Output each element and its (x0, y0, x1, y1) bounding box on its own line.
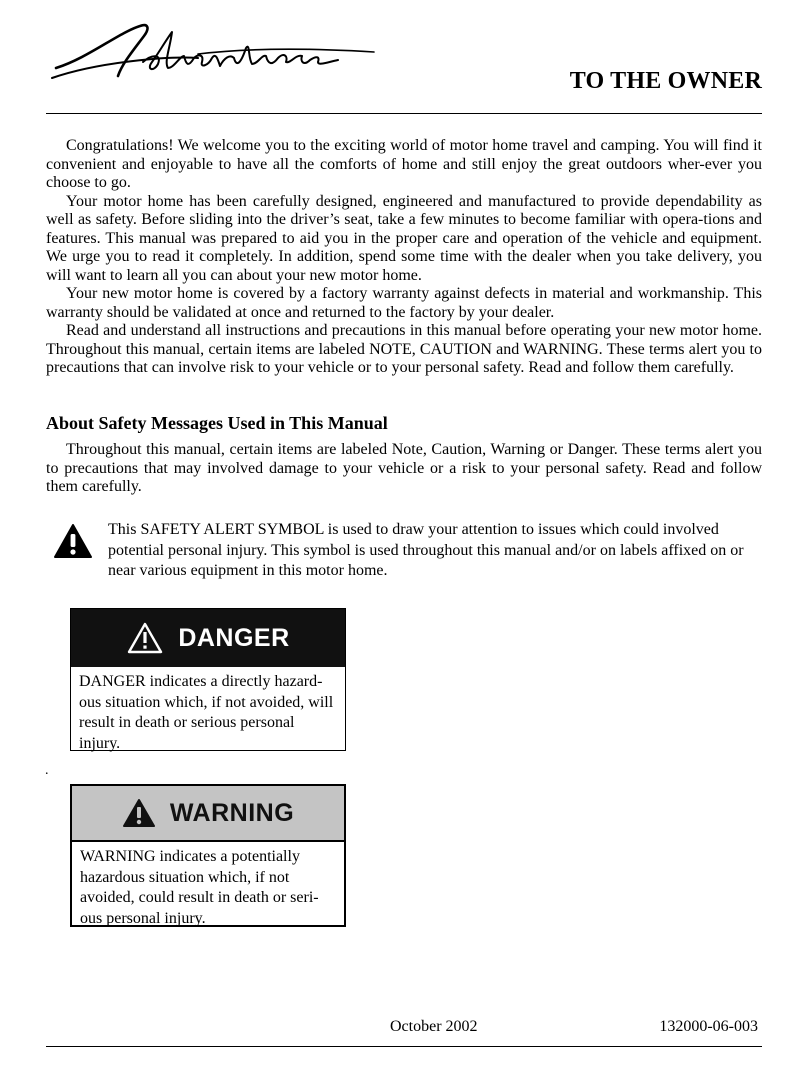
intro-paragraph: Congratulations! We welcome you to the exciting world of motor home travel and camping. You will find it convenient and enjoyable to have all the comforts of home and still enjoy the great outdoors wher-ever you choose to go. (46, 137, 762, 191)
danger-description: DANGER indicates a directly hazard-ous situation which, if not avoided, will result in death or serious personal injury. (79, 673, 334, 752)
adventurer-logo (48, 18, 378, 88)
safety-section-heading: About Safety Messages Used in This Manual (46, 413, 388, 433)
warning-sign-header (72, 786, 344, 842)
warning-label: WARNING (169, 798, 295, 827)
warning-sign (70, 784, 346, 927)
warning-triangle-icon (53, 523, 93, 559)
intro-paragraph: Your new motor home is covered by a factory warranty against defects in material and workmanship. This warranty should be validated at once and returned to the factory by your dealer. (46, 285, 762, 321)
header-divider (46, 113, 762, 114)
intro-section (46, 137, 762, 378)
warning-triangle-icon (122, 798, 156, 828)
intro-paragraph: Read and understand all instructions and precautions in this manual before operating your new motor home. Throughout this manual, certain items are labeled NOTE, CAUTION and WARNING. These terms alert you to precautions that can involve risk to your vehicle or to your personal safety. Read and follow them carefully. (46, 322, 762, 376)
stray-mark: . (45, 763, 49, 778)
page-title: TO THE OWNER (569, 68, 762, 94)
footer-doc-number: 132000-06-003 (659, 1018, 758, 1035)
safety-alert-description: This SAFETY ALERT SYMBOL is used to draw your attention to issues which could involved potential personal injury. This symbol is used throughout this manual and/or on labels affixed on or near various equipment in this motor home. (108, 521, 744, 579)
safety-section-body: Throughout this manual, certain items are labeled Note, Caution, Warning or Danger. These terms alert you to precautions that may involved damage to your vehicle or a risk to your personal safety. Read and follow them carefully. (46, 441, 762, 495)
warning-description: WARNING indicates a potentially hazardous situation which, if not avoided, could result in death or seri-ous personal injury. (80, 848, 319, 927)
danger-sign-header (71, 609, 345, 667)
footer-divider (46, 1046, 762, 1047)
danger-sign (70, 608, 346, 751)
danger-label: DANGER (178, 623, 290, 652)
footer-date: October 2002 (390, 1018, 478, 1035)
warning-triangle-outline-icon (126, 621, 164, 655)
intro-paragraph: Your motor home has been carefully designed, engineered and manufactured to provide dependability as well as safety. Before sliding into the driver’s seat, take a few minutes to become familiar with opera-tions and features. This manual was prepared to aid you in the proper care and operation of the vehicle and equipment. We urge you to read it completely. In addition, spend some time with the dealer when you take delivery, you will want to learn all you can about your new motor home. (46, 192, 762, 284)
